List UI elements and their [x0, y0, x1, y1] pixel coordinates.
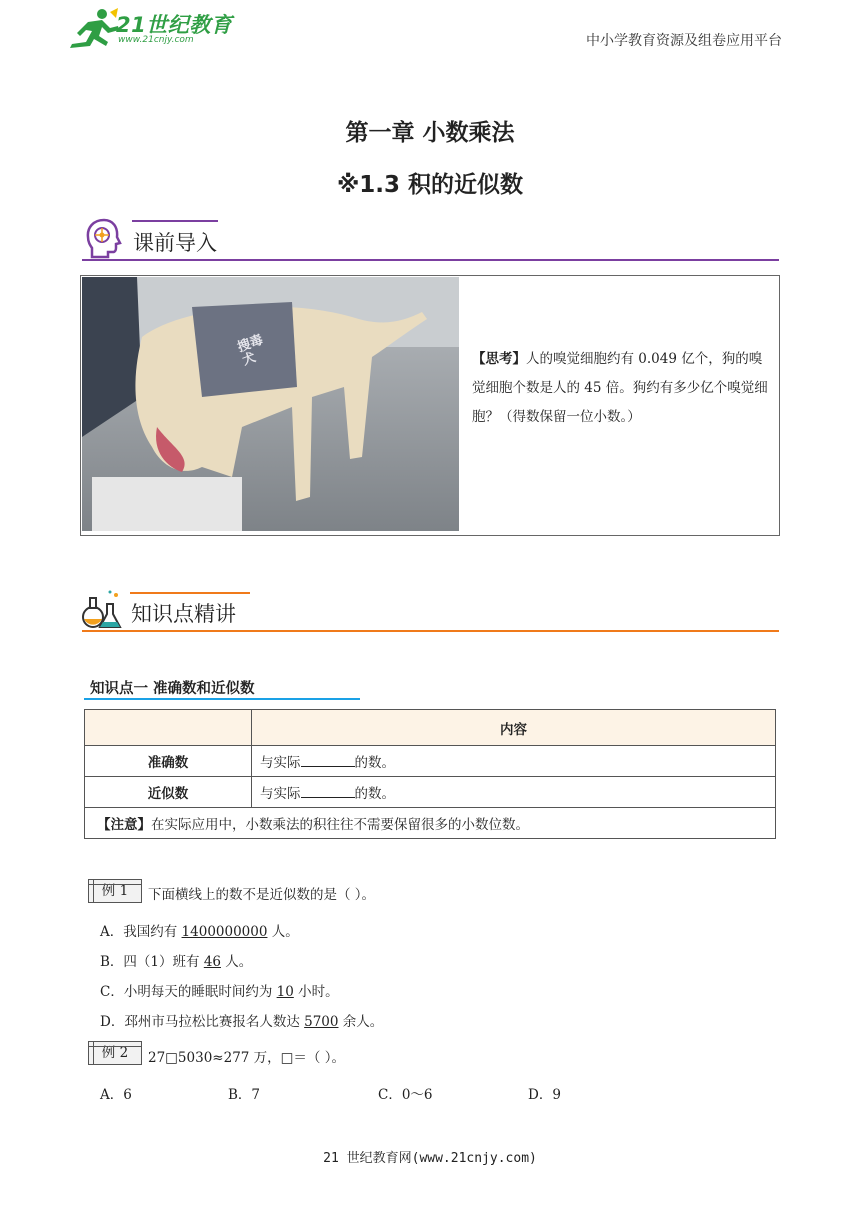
option-text: A．我国约有 [100, 924, 182, 940]
table-row [85, 746, 776, 777]
header-platform-text: 中小学教育资源及组卷应用平台 [586, 33, 782, 49]
vest-text: 搜毒犬 [235, 332, 266, 369]
row-content [252, 746, 776, 777]
row-text-post: 的数。 [354, 786, 395, 802]
option-text: 人。 [267, 924, 299, 940]
option-text: B．四（1）班有 [100, 954, 204, 970]
example-1-question: 下面横线上的数不是近似数的是（ ）。 [148, 887, 376, 903]
logo-url: www.21cnjy.com [118, 35, 194, 45]
row-name: 准确数 [85, 746, 252, 777]
note-tag: 【注意】 [97, 817, 151, 833]
option-text: 小时。 [293, 984, 339, 1000]
option-text: 人。 [221, 954, 253, 970]
row-content [252, 777, 776, 808]
logo-text: 21世纪教育 [116, 13, 233, 37]
table-header-content: 内容 [252, 710, 776, 746]
fill-blank[interactable] [301, 752, 355, 767]
option-text: 余人。 [338, 1014, 384, 1030]
row-text-post: 的数。 [354, 755, 395, 771]
intro-section-label: 课前导入 [133, 231, 217, 255]
knowledge-point-title: 知识点一 准确数和近似数 [90, 681, 255, 697]
option-underlined: 10 [276, 984, 294, 1000]
row-text-pre: 与实际 [260, 786, 301, 802]
option-underlined: 5700 [304, 1014, 339, 1030]
brain-head-icon [84, 217, 124, 259]
lab-flask-icon [80, 588, 124, 630]
table-header-row [85, 710, 776, 746]
option-a[interactable] [100, 920, 299, 940]
option-underlined: 46 [203, 954, 221, 970]
section-title: ※1.3 积的近似数 [336, 172, 524, 198]
chapter-title: 第一章 小数乘法 [345, 120, 515, 146]
example-1-tag-text: 例 1 [101, 883, 129, 899]
note-cell [85, 808, 776, 839]
table-header-cell [85, 710, 252, 746]
example-2-tag-text: 例 2 [101, 1045, 129, 1061]
row-text-pre: 与实际 [260, 755, 301, 771]
option-c[interactable] [100, 980, 339, 1000]
example-2-tag [88, 1041, 142, 1065]
knowledge-point-underline [84, 698, 360, 700]
table-note-row [85, 808, 776, 839]
row-name: 近似数 [85, 777, 252, 808]
option-b[interactable]: B．7 [228, 1087, 261, 1103]
think-tag: 【思考】 [472, 351, 526, 367]
option-text: D．邳州市马拉松比赛报名人数达 [100, 1014, 305, 1030]
option-a[interactable]: A．6 [100, 1087, 132, 1103]
option-d[interactable] [100, 1010, 383, 1030]
section-divider [82, 630, 779, 632]
section-divider [82, 259, 779, 261]
knowledge-table [84, 709, 776, 839]
option-c[interactable]: C．0～6 [378, 1087, 433, 1103]
option-d[interactable]: D．9 [528, 1087, 561, 1103]
think-body: 人的嗅觉细胞约有 0.049 亿个，狗的嗅觉细胞个数是人的 45 倍。狗约有多少亿个嗅觉细胞？（得数保留一位小数。） [472, 351, 768, 425]
fill-blank[interactable] [301, 783, 355, 798]
knowledge-section-label: 知识点精讲 [131, 602, 236, 626]
option-text: C．小明每天的睡眠时间约为 [100, 984, 277, 1000]
think-text [472, 345, 772, 432]
footer-text: 21 世纪教育网(www.21cnjy.com) [323, 1151, 537, 1166]
dog-photo [82, 277, 459, 531]
section-accent-line [130, 592, 250, 594]
option-underlined: 1400000000 [181, 924, 268, 940]
example-2-question: 27□5030≈277 万，□＝（ ）。 [148, 1050, 345, 1066]
option-b[interactable] [100, 950, 252, 970]
example-1-tag [88, 879, 142, 903]
note-text: 在实际应用中，小数乘法的积往往不需要保留很多的小数位数。 [151, 817, 529, 833]
section-accent-line [132, 220, 218, 222]
table-row [85, 777, 776, 808]
